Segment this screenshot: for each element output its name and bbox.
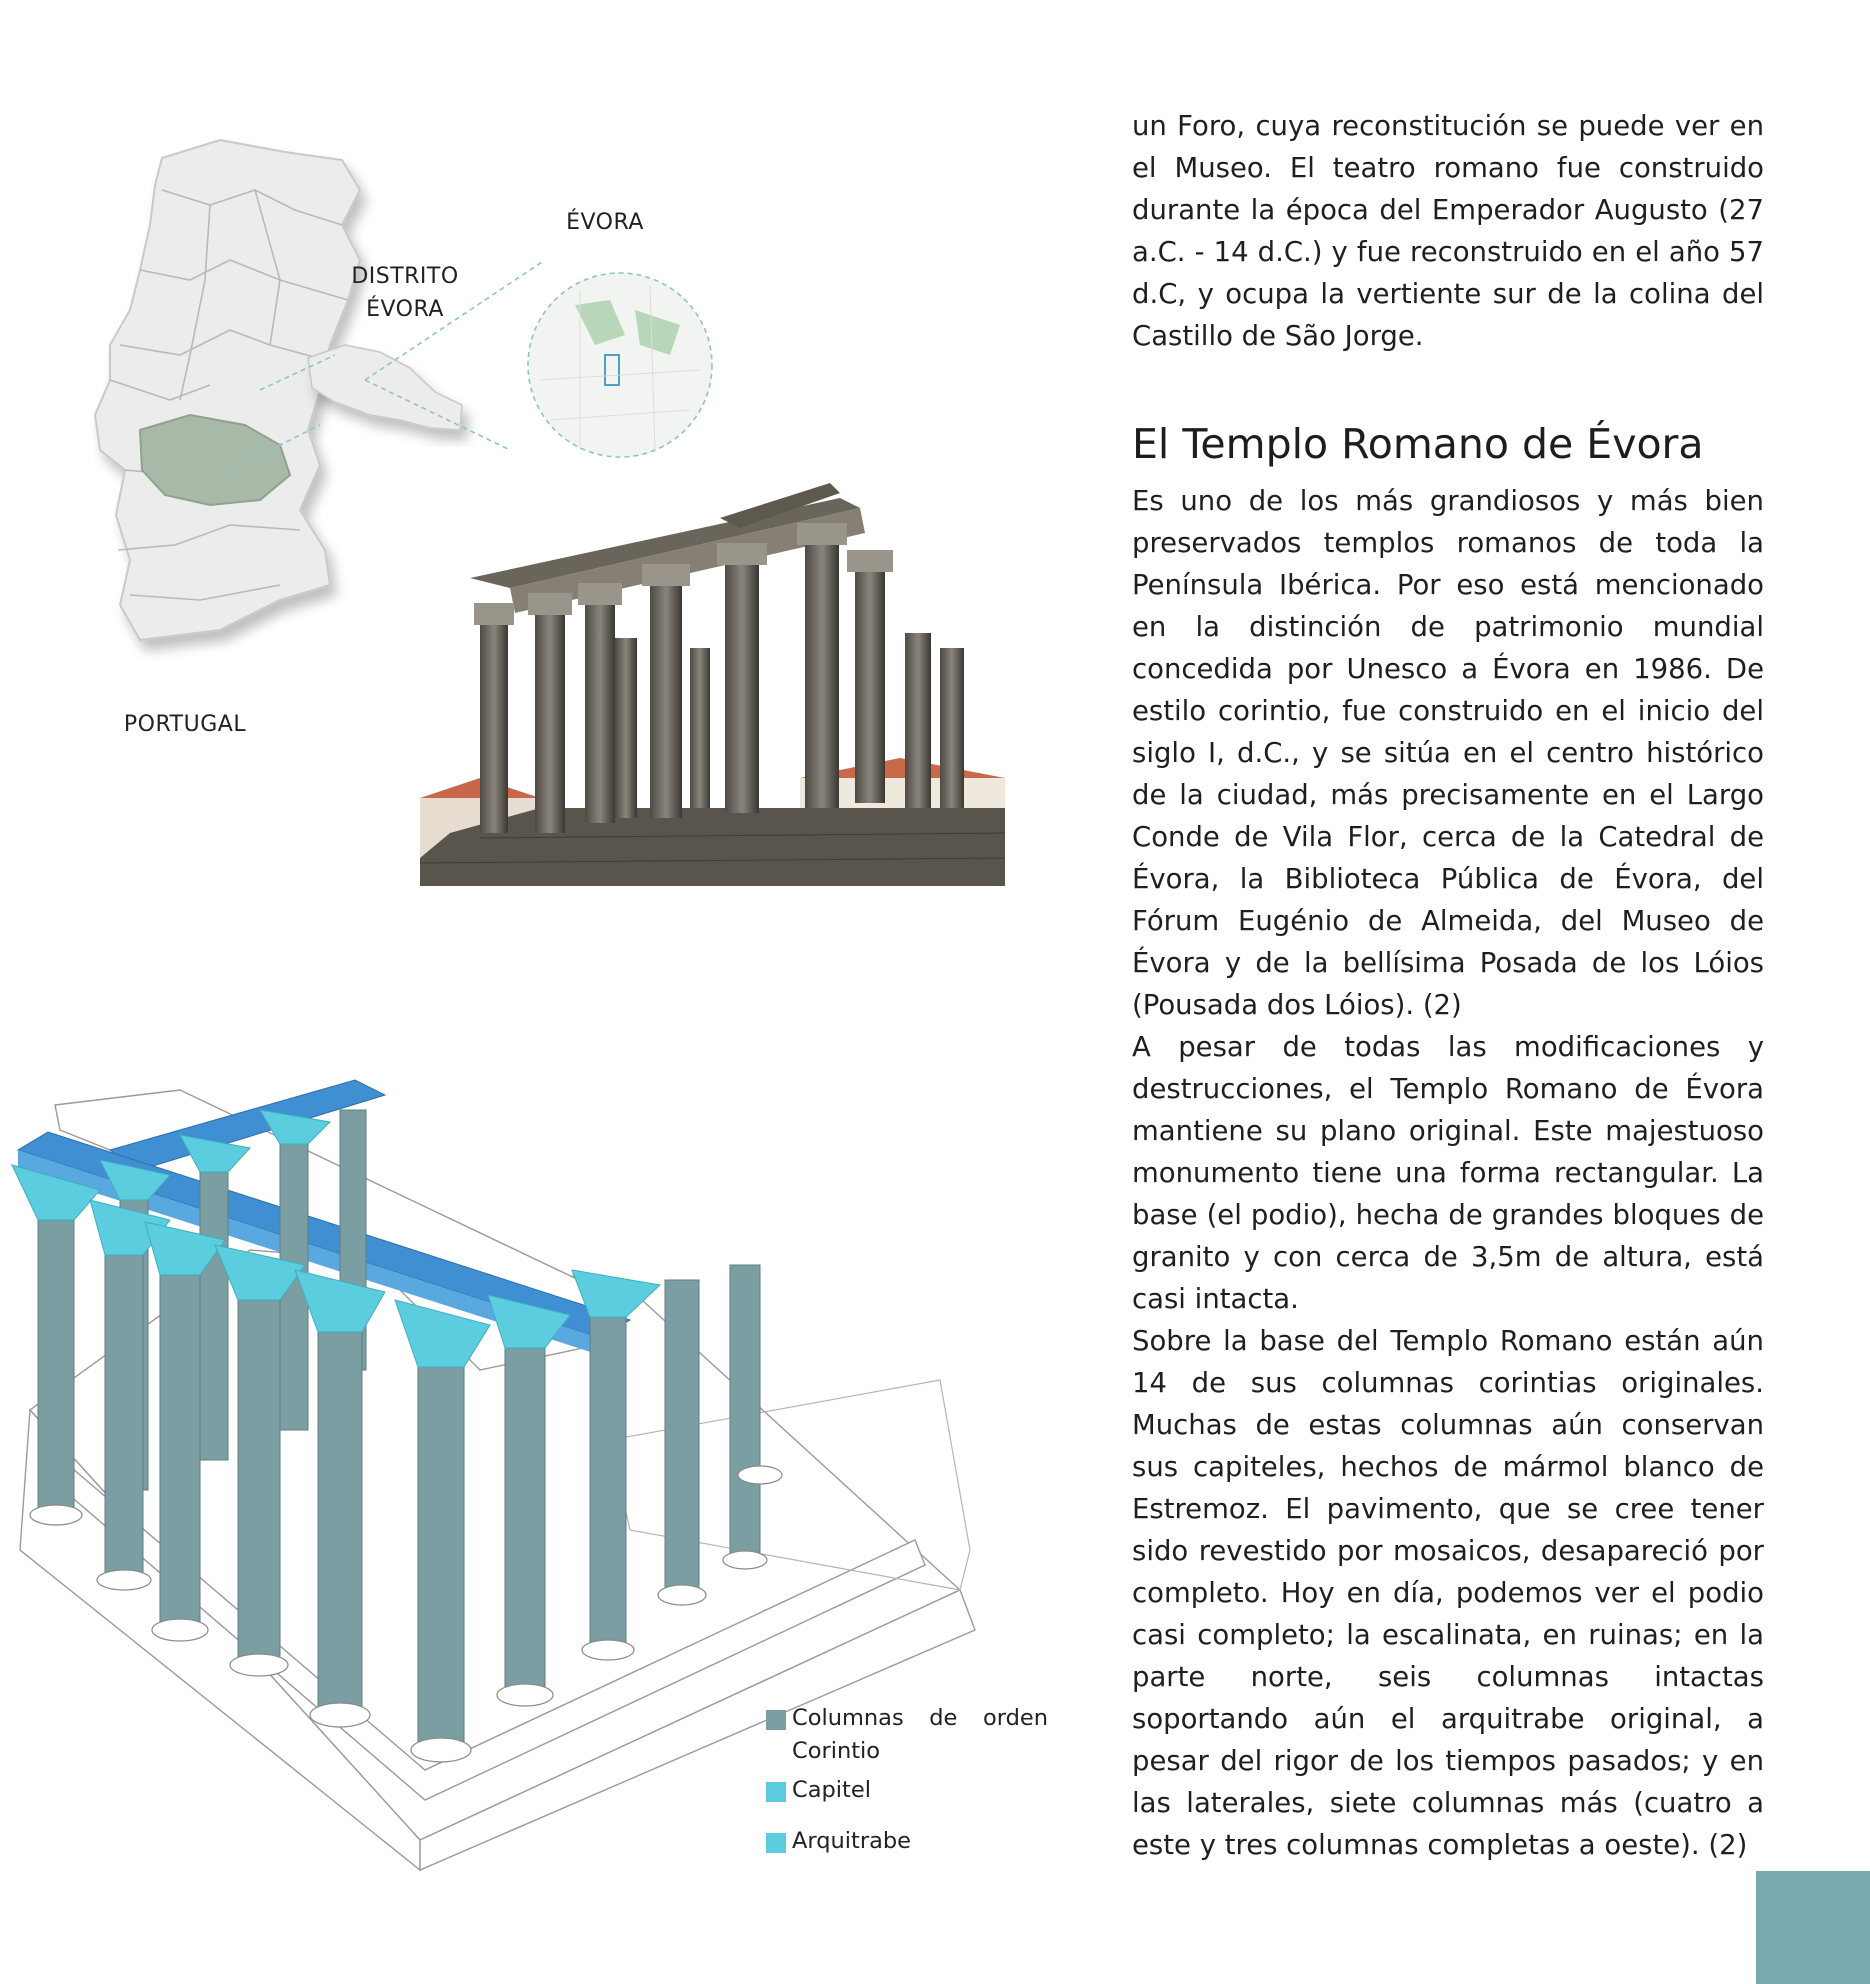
intro-paragraph: un Foro, cuya reconstitución se puede ver en el Museo. El teatro romano fue construido durante la época del Emperador Augusto (27 a.C. - 14 d.C.) y fue reconstruido en el año 57 d.C, y ocupa la vertiente sur de la colina del Castillo de São Jorge. (1132, 110, 1764, 352)
map-label-distrito (340, 260, 470, 326)
legend-label-columns-line1: Columnas de orden (792, 1705, 1048, 1731)
section-title: El Templo Romano de Évora (1132, 420, 1704, 468)
body-paragraph-3: Sobre la base del Templo Romano están aún 14 de sus columnas corintias originales. Muchas de estas columnas aún conservan sus capiteles, hechos de mármol blanco de Estremoz. El pavimento, que se cree tener sido revestido por mosaicos, desapareció por completo. Hoy en día, podemos ver el podio casi completo; la escalinata, en ruinas; en la parte norte, seis columnas intactas soportando aún el arquitrabe original, a pesar del rigor de los tiempos pasados; y en las laterales, siete columnas más (cuatro a este y tres columnas completas a oeste). (2) (1132, 1325, 1764, 1861)
section-body (1132, 480, 1764, 1866)
map-label-portugal: PORTUGAL (123, 712, 247, 737)
temple-photo (420, 478, 1005, 886)
legend-label-arquitrabe: Arquitrabe (792, 1828, 912, 1854)
legend-label-capitel: Capitel (792, 1777, 871, 1803)
diagram-legend (766, 1702, 1048, 1858)
legend-item-columns (766, 1702, 1048, 1768)
legend-swatch-columns (766, 1710, 786, 1730)
corner-block (1756, 1871, 1870, 1984)
legend-item-arquitrabe (766, 1825, 1048, 1858)
legend-swatch-capitel (766, 1782, 786, 1802)
evora-district-enlarged (308, 345, 462, 430)
body-paragraph-2: A pesar de todas las modificaciones y destrucciones, el Templo Romano de Évora mantiene su plano original. Este majestuoso monumento tiene una forma rectangular. La base (el podio), hecha de grandes bloques de granito y con cerca de 3,5m de altura, está casi intacta. (1132, 1031, 1764, 1315)
legend-item-capitel (766, 1774, 1048, 1807)
map-label-evora: ÉVORA (566, 210, 644, 235)
map-label-distrito-line1: DISTRITO (351, 264, 459, 289)
intro-paragraph-block (1132, 105, 1764, 357)
legend-label-columns-line2: Corintio (792, 1738, 881, 1764)
legend-swatch-arquitrabe (766, 1833, 786, 1853)
body-paragraph-1: Es uno de los más grandiosos y más bien preservados templos romanos de toda la Península Ibérica. Por eso está mencionado en la distinción de patrimonio mundial concedida por Unesco a Évora en 1986. De estilo corintio, fue construido en el inicio del siglo I, d.C., y se sitúa en el centro histórico de la ciudad, más precisamente en el Largo Conde de Vila Flor, cerca de la Catedral de Évora, la Biblioteca Pública de Évora, del Fórum Eugénio de Almeida, del Museo de Évora y de la bellísima Posada de los Lóios (Pousada dos Lóios). (2) (1132, 485, 1764, 1021)
map-label-distrito-line2: ÉVORA (366, 297, 444, 322)
